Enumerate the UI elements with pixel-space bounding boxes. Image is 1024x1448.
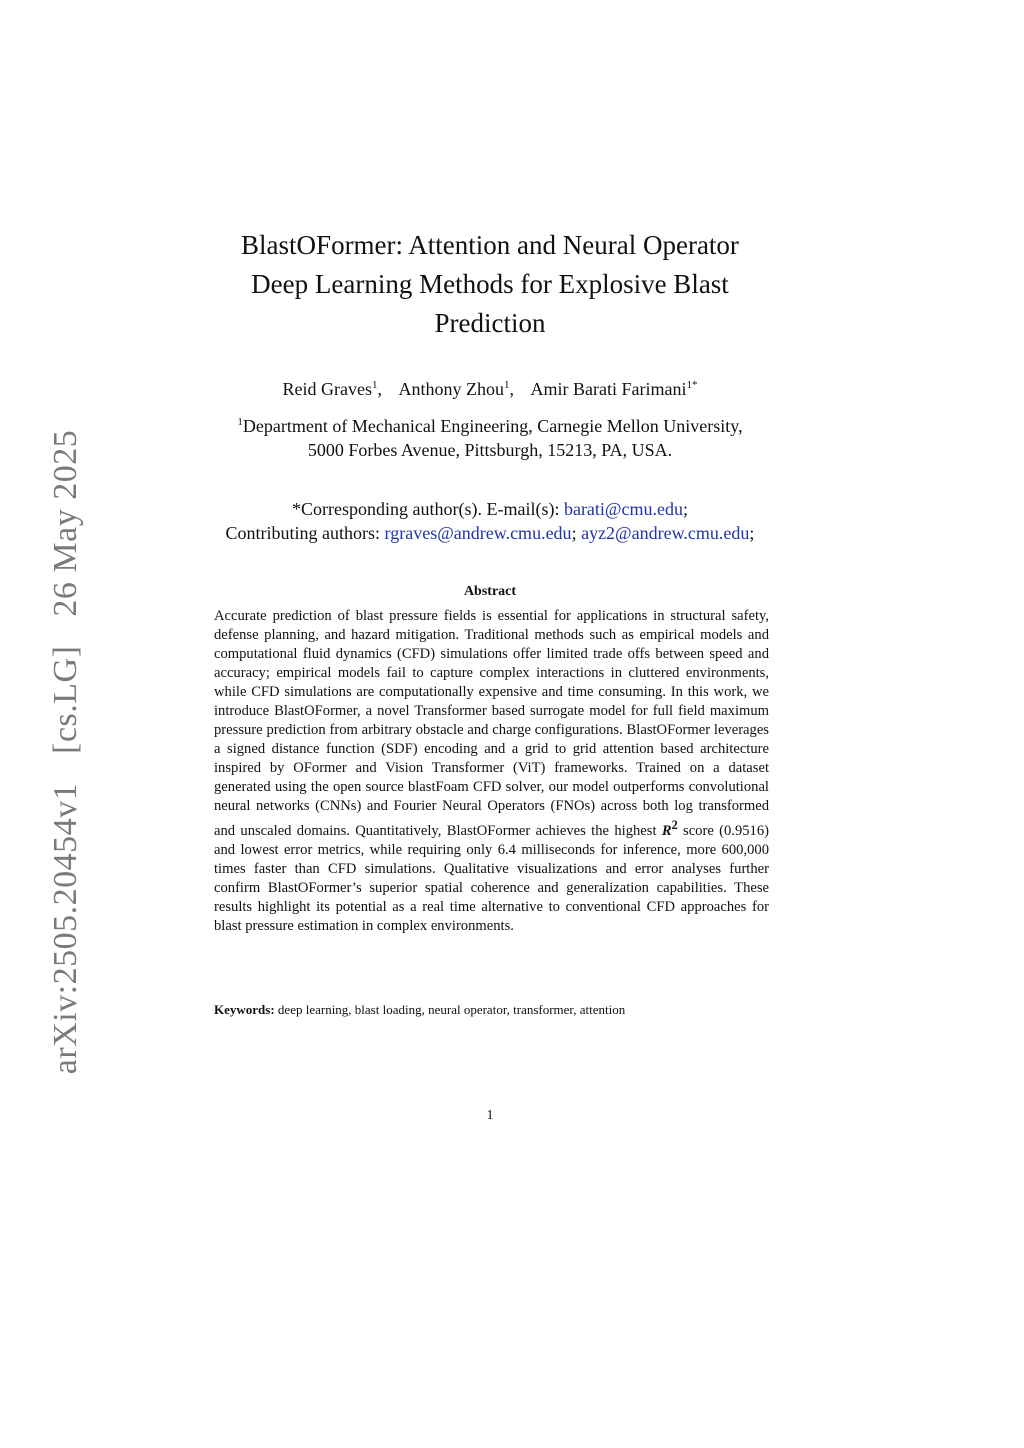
title-line-1: BlastOFormer: Attention and Neural Operator	[241, 230, 739, 260]
r2-symbol: R	[661, 822, 672, 839]
affiliation	[170, 410, 810, 462]
author-list	[190, 373, 790, 401]
keywords-label: Keywords:	[214, 1002, 275, 1017]
author-2: Anthony Zhou$^1$,	[398, 379, 514, 399]
corresponding-line: *Corresponding author(s). E-mail(s): barati@cmu.edu;	[292, 499, 688, 519]
contributing-email-link-2[interactable]: ayz2@andrew.cmu.edu	[581, 523, 750, 543]
page-number: 1	[486, 1108, 494, 1123]
author-1-sup: 1	[372, 379, 378, 391]
keywords-text: deep learning, blast loading, neural operator, transformer, attention	[277, 1002, 626, 1017]
title-line-3: Prediction	[434, 308, 546, 338]
arxiv-date: 26 May 2025	[47, 429, 84, 617]
affiliation-line-1	[170, 410, 810, 438]
corresponding-label: *Corresponding author(s). E-mail(s):	[292, 499, 560, 519]
contributing-line: Contributing authors: rgraves@andrew.cmu.edu; ayz2@andrew.cmu.edu;	[225, 523, 755, 543]
paper-title	[190, 226, 790, 343]
keywords	[214, 1001, 769, 1019]
author-2-name: Anthony Zhou	[398, 379, 504, 399]
arxiv-stamp	[47, 410, 85, 1074]
title-line-2: Deep Learning Methods for Explosive Blast	[251, 269, 729, 299]
author-3	[531, 379, 698, 399]
contributing-label: Contributing authors:	[225, 523, 381, 543]
author-1: Reid Graves$^1$,	[282, 379, 382, 399]
author-2-sup: 1	[504, 379, 510, 391]
affiliation-sup: 1	[237, 416, 243, 428]
arxiv-identifier: arXiv:2505.20454v1	[47, 782, 84, 1075]
arxiv-category: [cs.LG]	[47, 645, 84, 754]
correspondence	[150, 497, 830, 545]
abstract-text-part-2: score (0.9516) and lowest error metrics, while requiring only 6.4 milliseconds for inference, more 600,000 times faster than CFD simulations. Qualitative visualizations and error analyses further confirm BlastOFormer’s superior spatial coherence and generalization capabilities. These results highlight its potential as a real time alternative to conventional CFD approaches for blast pressure estimation in complex environments.	[214, 822, 769, 934]
author-3-name: Amir Barati Farimani	[530, 379, 687, 399]
author-3-sup: 1*	[686, 379, 698, 391]
affiliation-line-1-text: Department of Mechanical Engineering, Carnegie Mellon University,	[242, 416, 743, 436]
corresponding-email-link[interactable]: barati@cmu.edu	[563, 499, 683, 519]
r2-exponent: 2	[671, 818, 678, 832]
author-1-name: Reid Graves	[282, 379, 372, 399]
affiliation-line-2: 5000 Forbes Avenue, Pittsburgh, 15213, PA, USA.	[307, 440, 673, 460]
abstract-text-part-1: Accurate prediction of blast pressure fields is essential for applications in structural safety, defense planning, and hazard mitigation. Traditional methods such as empirical models and computational fluid dynamics (CFD) simulations offer limited trade offs between speed and accuracy; empirical models fail to capture complex interactions in cluttered environments, while CFD simulations are computationally expensive and time consuming. In this work, we introduce BlastOFormer, a novel Transformer based surrogate model for full field maximum pressure prediction from arbitrary obstacle and charge configurations. BlastOFormer leverages a signed distance function (SDF) encoding and a grid to grid attention based architecture inspired by OFormer and Vision Transformer (ViT) frameworks. Trained on a dataset generated using the open source blastFoam CFD solver, our model outperforms convolutional neural networks (CNNs) and Fourier Neural Operators (FNOs) across both log transformed and unscaled domains. Quantitatively, BlastOFormer achieves the highest	[214, 608, 769, 839]
abstract-body	[214, 607, 769, 936]
abstract-heading: Abstract	[463, 584, 517, 599]
contributing-email-link-1[interactable]: rgraves@andrew.cmu.edu	[384, 523, 572, 543]
